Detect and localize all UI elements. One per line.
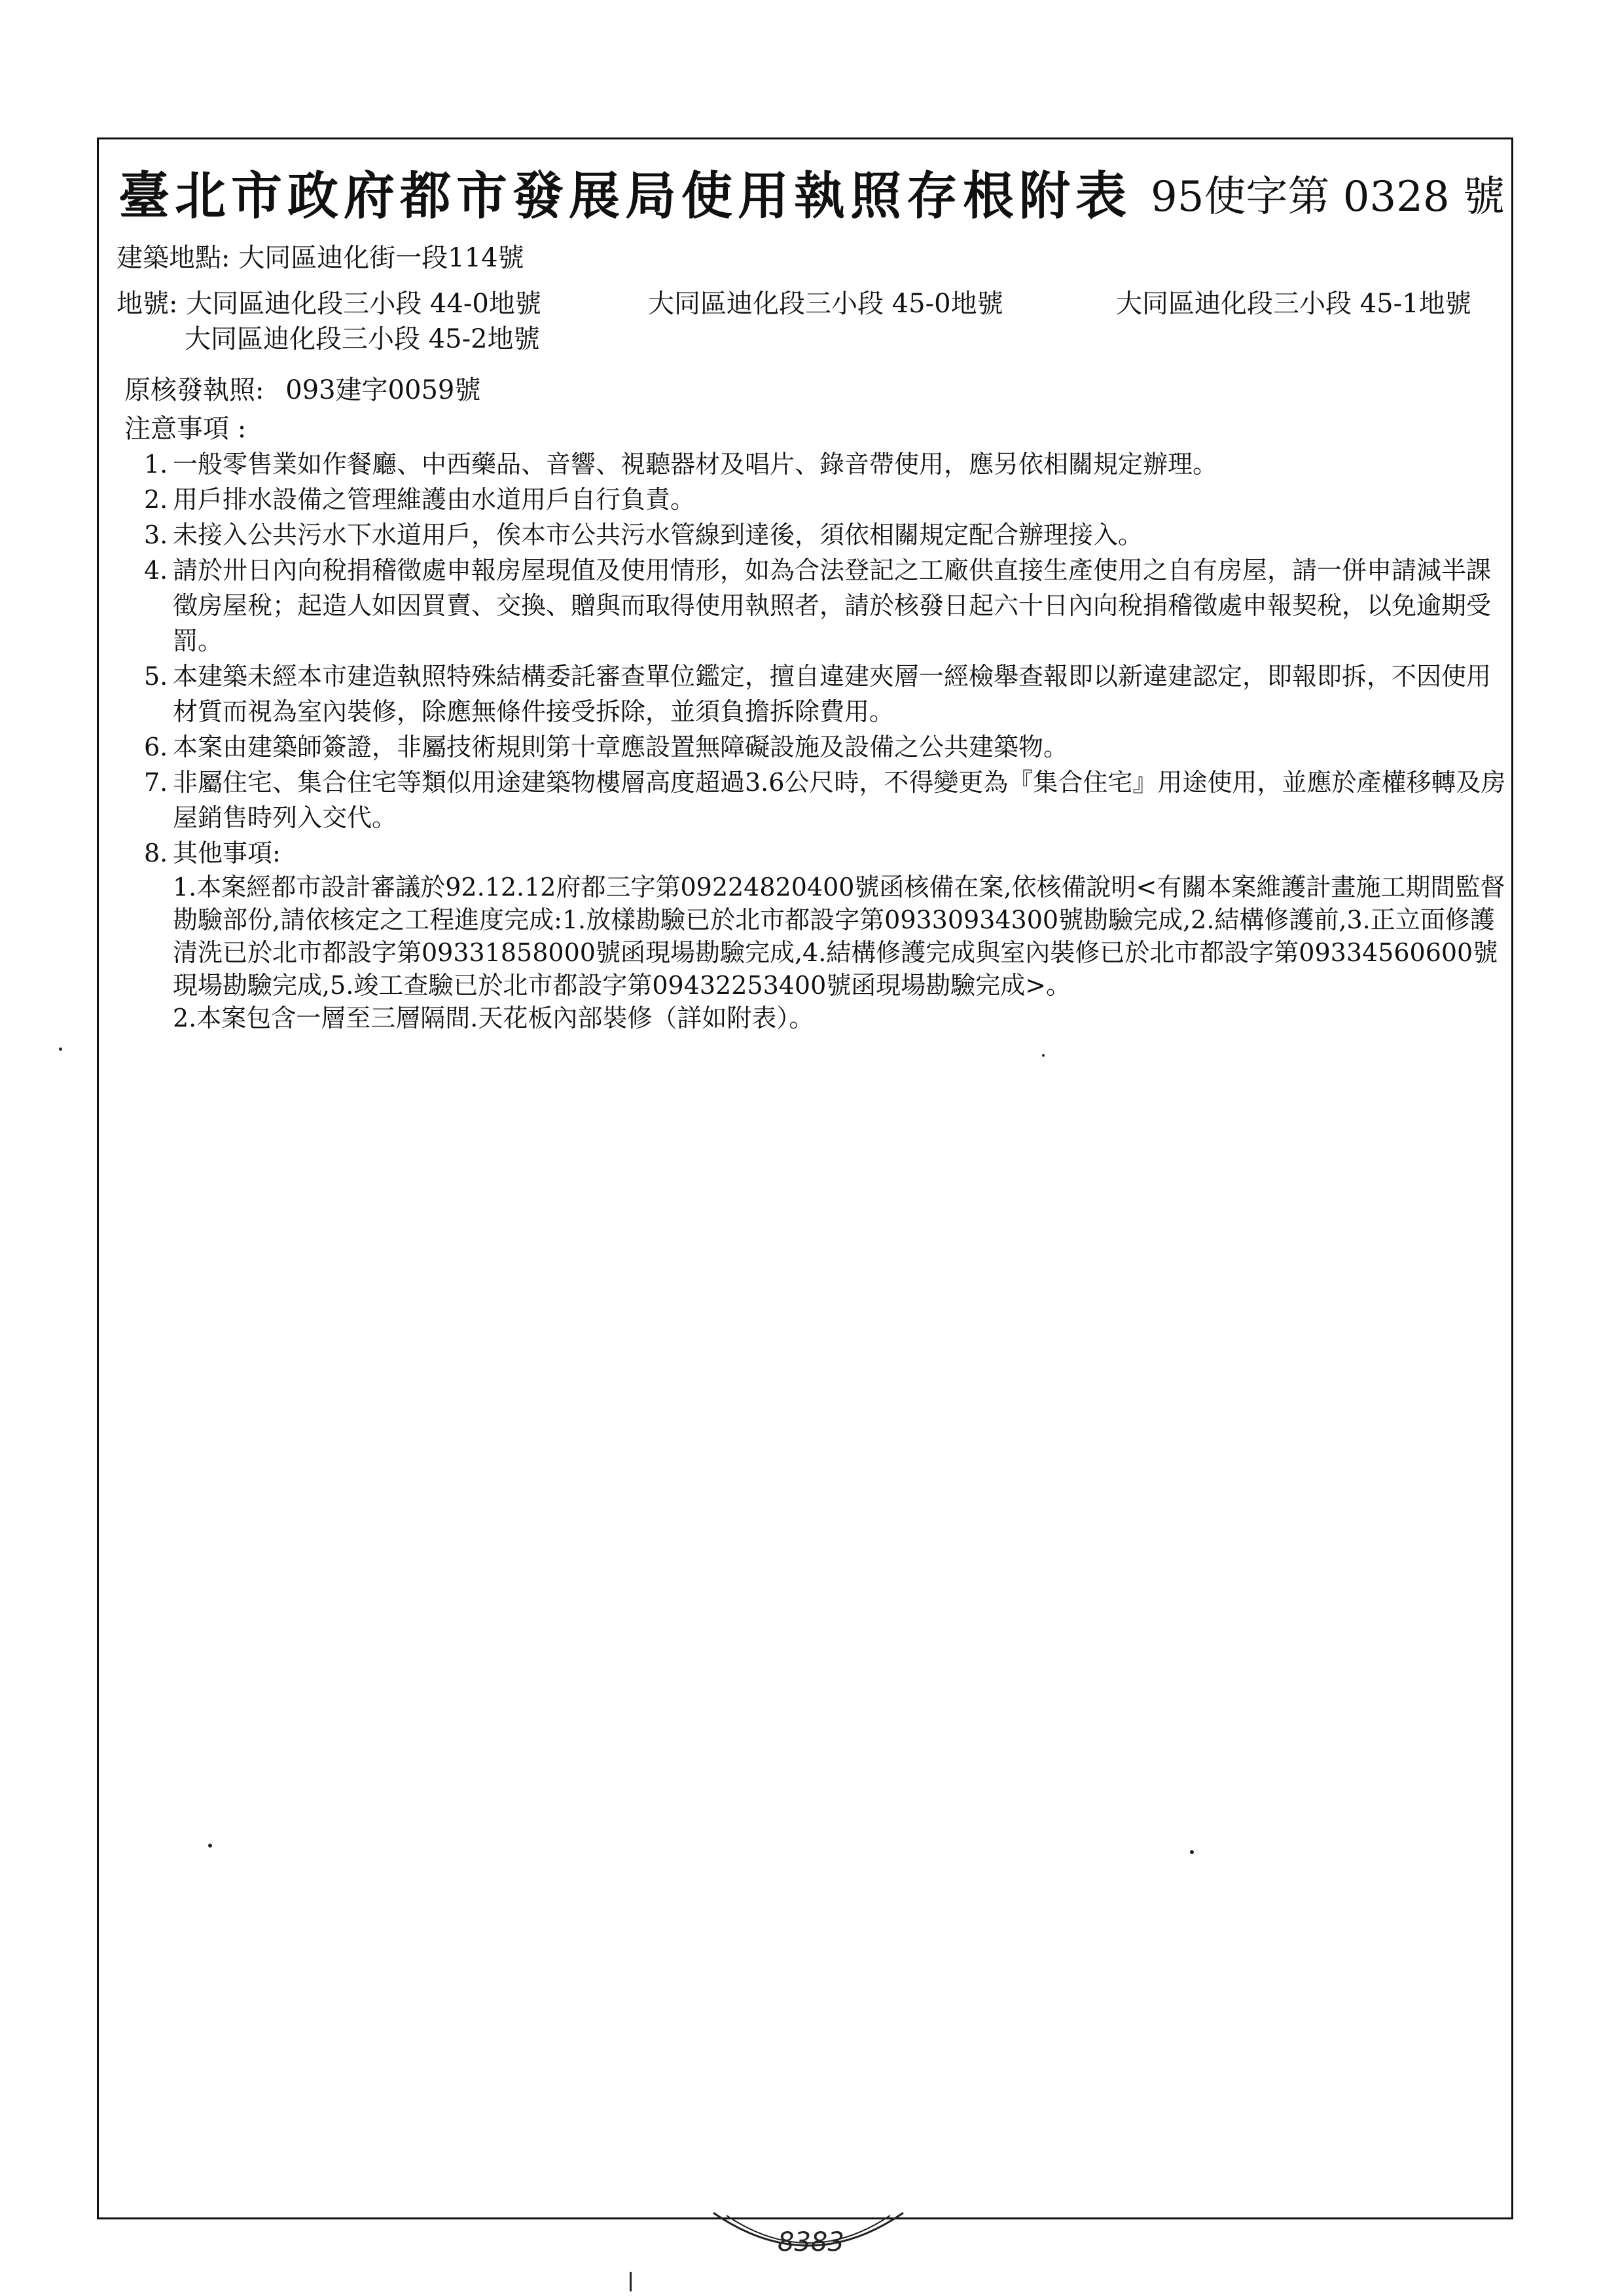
building-location-label: 建築地點: (117, 243, 230, 273)
other-item: 1.本案經都市設計審議於92.12.12府都三字第09224820400號函核備在案,依核備說明<有關本案維護計畫施工期間監督勘驗部份,請依核定之工程進度完成:1.放樣勘驗已於北市都設字第09330934300號勘驗完成,2.結構修護前,3.正立面修護清洗已於北市都設字第09331858000號函現場勘驗完成,4.結構修護完成與室內裝修已於北市都設字第09334560600號現場勘驗完成,5.竣工查驗已於北市都設字第09432253400號函現場勘驗完成>。 (173, 873, 1505, 1000)
note-item: 8. 其他事項: (144, 839, 281, 867)
note-item: 1. 一般零售業如作餐廳、中西藥品、音響、視聽器材及唱片、錄音帶使用，應另依相關規定辦理。 (144, 450, 1218, 479)
note-item: 5. 本建築未經本市建造執照特殊結構委託審查單位鑑定，擅自違建夾層一經檢舉查報即以新違建認定，即報即拆，不因使用材質而視為室內裝修，除應無條件接受拆除，並須負擔拆除費用。 (144, 662, 1492, 726)
lot-number-item: 大同區迪化段三小段 45-2地號 (185, 324, 540, 354)
original-permit-value: 093建字0059號 (285, 375, 481, 405)
scan-dot (208, 1844, 212, 1848)
lot-number-item: 大同區迪化段三小段 44-0地號 (186, 289, 541, 319)
note-item: 2. 用戶排水設備之管理維護由水道用戶自行負責。 (144, 485, 696, 514)
scan-dot (1190, 1850, 1194, 1854)
lot-number-row-1 (117, 283, 541, 320)
note-item: 7. 非屬住宅、集合住宅等類似用途建築物樓層高度超過3.6公尺時，不得變更為『集合住宅』用途使用，並應於產權移轉及房屋銷售時列入交代。 (144, 768, 1506, 832)
stamp-number: 8383 (778, 2227, 844, 2257)
title-row (99, 139, 1511, 225)
scan-dot (59, 1048, 62, 1051)
lot-number-item: 大同區迪化段三小段 45-1地號 (1116, 289, 1471, 319)
permit-number: 95使字第 0328 號 (1151, 173, 1505, 221)
note-item: 6. 本案由建築師簽證，非屬技術規則第十章應設置無障礙設施及設備之公共建築物。 (144, 733, 1069, 761)
scan-line (630, 2272, 632, 2291)
notes-section (124, 411, 1512, 1034)
building-location (117, 237, 524, 274)
other-items (144, 871, 1512, 1034)
note-item: 4. 請於卅日內向稅捐稽徵處申報房屋現值及使用情形，如為合法登記之工廠供直接生產使用之自有房屋，請一併申請減半課徵房屋稅；起造人如因買賣、交換、贈與而取得使用執照者，請於核發日起六十日內向稅捐稽徵處申報契稅，以免逾期受罰。 (144, 556, 1492, 655)
lot-number-item: 大同區迪化段三小段 45-0地號 (648, 289, 1003, 319)
notes-heading: 注意事項 : (124, 414, 247, 444)
page-title: 臺北市政府都市發展局使用執照存根附表 (118, 166, 1132, 226)
original-permit-label: 原核發執照: (124, 375, 264, 405)
original-permit (124, 369, 480, 407)
lot-number-label: 地號: (117, 289, 178, 319)
note-item: 3. 未接入公共污水下水道用戶，俟本市公共污水管線到達後，須依相關規定配合辦理接入。 (144, 520, 1143, 549)
building-location-value: 大同區迪化街一段114號 (238, 243, 524, 273)
scan-dot (1042, 1054, 1045, 1057)
other-item: 2.本案包含一層至三層隔間.天花板內部裝修（詳如附表）。 (173, 1004, 814, 1032)
stamp-seal (707, 2206, 910, 2278)
